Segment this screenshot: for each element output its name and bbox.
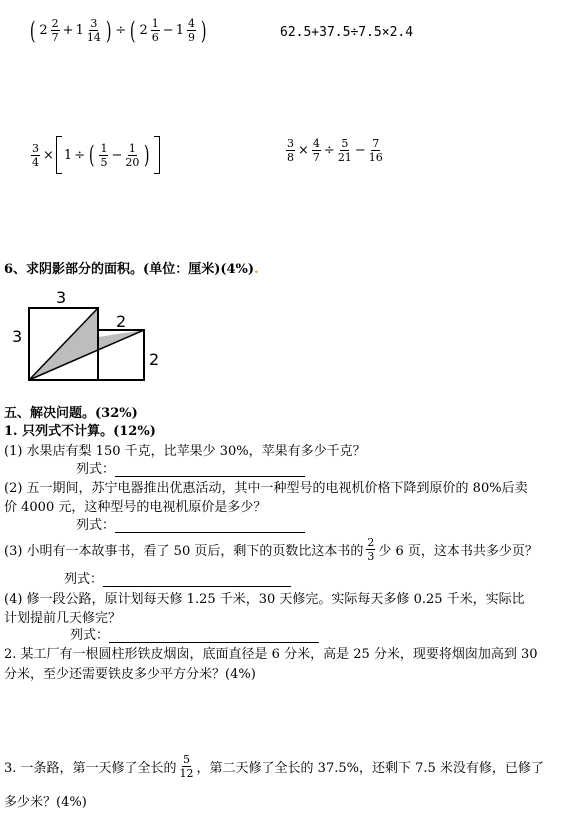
fraction: $\frac{3}{8}$ bbox=[287, 137, 294, 164]
fraction: $\frac{2}{7}$ bbox=[51, 17, 59, 44]
answer-line[interactable] bbox=[115, 518, 305, 533]
section-6-title-text: 6、求阴影部分的面积。(单位：厘米)(4%) bbox=[4, 262, 255, 277]
minus-sign: − bbox=[162, 23, 174, 38]
problem-4-line-2: 计划提前几天修完？ bbox=[4, 611, 122, 626]
fraction: $\frac{1}{5}$ bbox=[100, 141, 108, 169]
fraction: $\frac{1}{6}$ bbox=[151, 17, 159, 44]
left-square-bracket bbox=[56, 136, 62, 174]
mixed-whole: 2 bbox=[139, 23, 148, 38]
times-sign: × bbox=[43, 147, 54, 163]
problem-3-text-a: (3) 小明有一本故事书，看了 50 页后，剩下的页数比这本书的 bbox=[4, 544, 364, 559]
answer-line[interactable] bbox=[115, 462, 305, 477]
answer-row-4 bbox=[70, 624, 319, 643]
shaded-region bbox=[29, 308, 144, 380]
answer-label: 列式： bbox=[76, 518, 116, 533]
problem-2-line-1: (2) 五一期间，苏宁电器推出优惠活动，其中一种型号的电视机价格下降到原价的 80%后卖 bbox=[4, 481, 528, 496]
label-mid: 2 bbox=[116, 312, 127, 331]
question-3 bbox=[4, 754, 544, 779]
answer-row-1 bbox=[76, 458, 305, 477]
fraction: $\frac{5}{12}$ bbox=[179, 753, 194, 780]
question-3-line-2: 多少米？(4%) bbox=[4, 795, 87, 810]
right-square-bracket bbox=[154, 136, 160, 174]
answer-row-2 bbox=[76, 514, 305, 533]
fraction: $\frac{4}{9}$ bbox=[187, 17, 195, 44]
question-3-text-a: 3. 一条路，第一天修了全长的 bbox=[4, 761, 177, 776]
problem-3 bbox=[4, 537, 538, 562]
divide-sign: ÷ bbox=[74, 147, 86, 163]
label-top: 3 bbox=[56, 288, 67, 307]
fraction: $\frac{7}{16}$ bbox=[368, 137, 383, 164]
answer-label: 列式： bbox=[64, 572, 104, 587]
answer-row-3 bbox=[64, 568, 291, 587]
divide-sign: ÷ bbox=[323, 143, 335, 158]
fraction: $\frac{4}{7}$ bbox=[312, 137, 320, 164]
fraction: $\frac{1}{20}$ bbox=[125, 141, 140, 169]
answer-line[interactable] bbox=[103, 572, 291, 587]
problem-2-line-2: 价 4000 元，这种型号的电视机原价是多少？ bbox=[4, 500, 267, 515]
answer-line[interactable] bbox=[109, 628, 319, 643]
fraction: $\frac{3}{4}$ bbox=[32, 141, 39, 169]
answer-label: 列式： bbox=[76, 462, 116, 477]
problem-1: (1) 水果店有梨 150 千克，比苹果少 30%，苹果有多少千克？ bbox=[4, 444, 366, 459]
fraction: $\frac{3}{14}$ bbox=[86, 17, 101, 44]
section-5-title: 五、解决问题。(32%) bbox=[4, 406, 138, 421]
question-3-text-b: ，第二天修了全长的 37.5%，还剩下 7.5 米没有修，已修了 bbox=[196, 761, 544, 776]
mixed-whole: 1 bbox=[75, 23, 84, 38]
number-one: 1 bbox=[63, 147, 73, 163]
minus-sign: − bbox=[111, 147, 123, 163]
minus-sign: − bbox=[354, 143, 366, 158]
plus-sign: + bbox=[62, 23, 74, 38]
fraction: $\frac{2}{3}$ bbox=[367, 536, 375, 563]
section-6-title bbox=[4, 258, 259, 277]
problem-4-line-1: (4) 修一段公路，原计划每天修 1.25 千米，30 天修完。实际每天多修 0.25 千米，实际比 bbox=[4, 592, 525, 607]
expression-1: ( 2 $\frac{2}{7}$ + 1 $\frac{3}{14}$ ) ÷ ( 2 $\frac{1}{6}$ − 1 $\frac{4}{9}$ ) bbox=[29, 16, 207, 45]
label-right: 2 bbox=[149, 350, 160, 369]
question-2-line-1: 2. 某工厂有一根圆柱形铁皮烟囱，底面直径是 6 分米，高是 25 分米，现要将烟囱加高到 30 bbox=[4, 647, 538, 662]
label-left: 3 bbox=[12, 327, 23, 346]
decorative-dot: . bbox=[254, 262, 259, 277]
answer-label: 列式： bbox=[70, 628, 110, 643]
mixed-whole: 1 bbox=[175, 23, 184, 38]
part-1-title: 1. 只列式不计算。(12%) bbox=[4, 424, 156, 439]
question-2-line-2: 分米，至少还需要铁皮多少平方分米？(4%) bbox=[4, 667, 256, 682]
times-sign: × bbox=[298, 143, 309, 158]
shaded-area-figure bbox=[0, 285, 180, 385]
mixed-whole: 2 bbox=[39, 23, 48, 38]
expression-2: 62.5+37.5÷7.5×2.4 bbox=[280, 25, 414, 40]
divide-sign: ÷ bbox=[115, 23, 127, 38]
fraction: $\frac{5}{21}$ bbox=[337, 137, 352, 164]
expression-3: $\frac{3}{4}$ × 1 ÷ ( $\frac{1}{5}$ − $\frac{1}{20}$ ) bbox=[30, 136, 160, 174]
problem-3-text-b: 少 6 页，这本书共多少页？ bbox=[378, 544, 538, 559]
expression-4 bbox=[285, 138, 384, 163]
